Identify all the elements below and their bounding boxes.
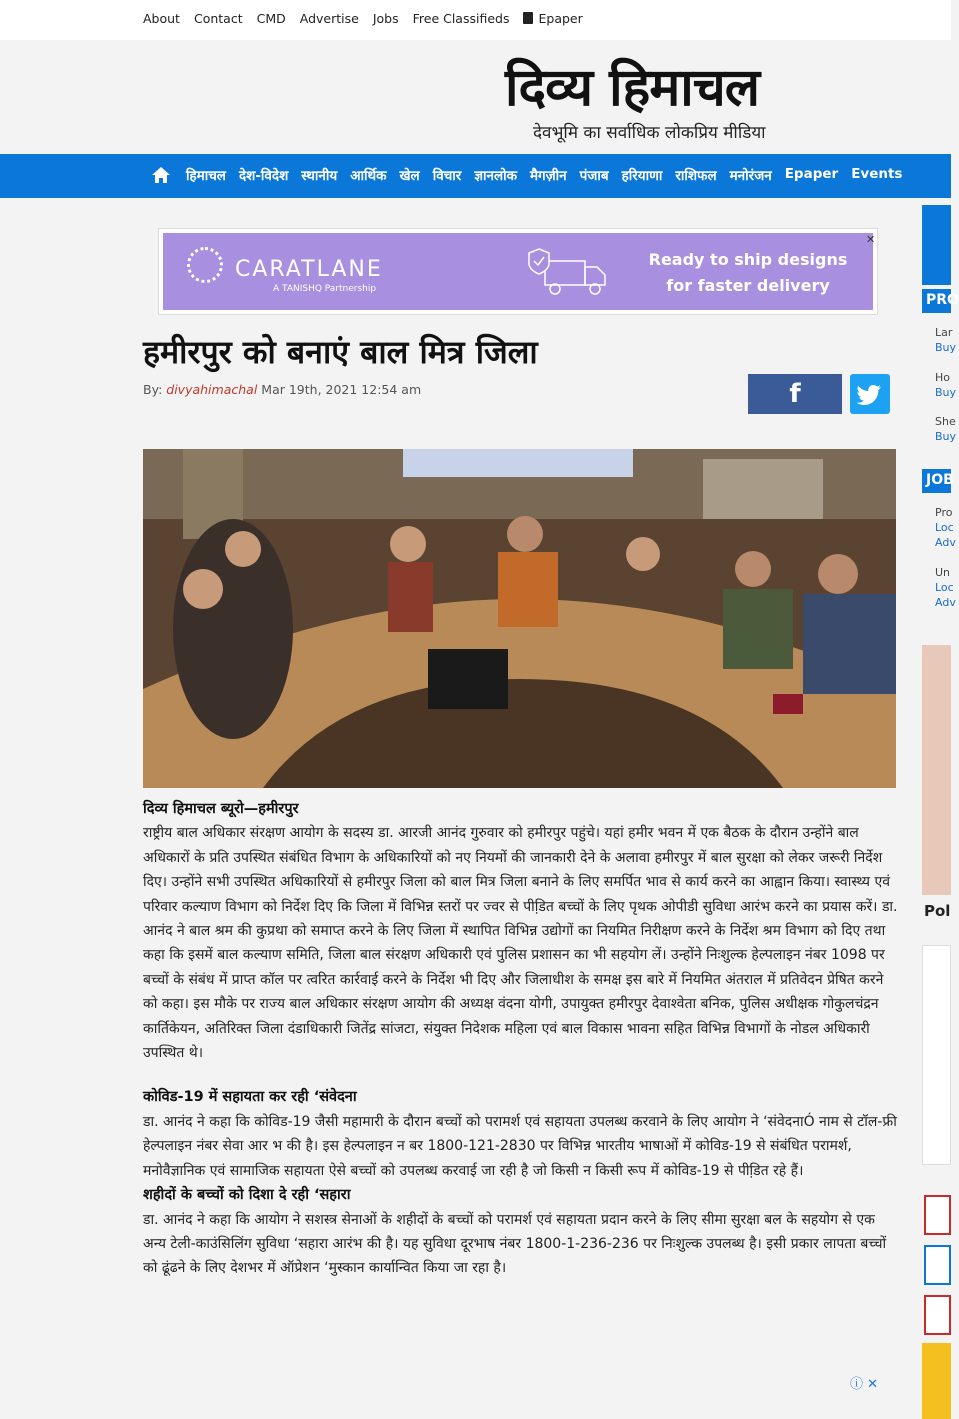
article-paragraph: राष्ट्रीय बाल अधिकार संरक्षण आयोग के सदस्य डा. आरजी आनंद गुरुवार को हमीरपुर पहुंचे। यहां हमीर भवन में एक बैठक के दौरान उन्होंने बाल अधिकारों के प्रति उपस्थित संबंधित विभाग के अधिकारियों को नए नियमों की जानकारी देने के अलावा हमीरपुर में बाल सुरक्षा को लेकर जरूरी निर्देश दिए। उन्होंने सभी उपस्थित अधिकारियों से हमीरपुर जिला को बाल मित्र जिला बनाने के लिए समर्पित भाव से कार्य करने का आह्वान किया। स्वास्थ्य एवं परिवार कल्याण विभाग को निर्देश दिए कि जिला में विभिन्न स्तरों पर ज्वर से पीडि़त बच्चों के लिए पृथक ओपीडी सुविधा आरंभ करने का प्रयास करें। डा. आनंद ने बाल श्रम की कुप्रथा को समाप्त करने के लिए जिला में स्थापित विभिन्न उद्योगों का नियमित निरीक्षण करने के निर्देश श्रम विभाग को दिए तथा कहा कि इसमें बाल कल्याण समिति, जिला बाल संरक्षण अधिकारी एवं पुलिस प्रशासन का भी सहयोग लें। उन्होंने निःशुल्क हेल्पलाइन नंबर 1098 पर बच्चों के संबंध में प्राप्त कॉल पर त्वरित कार्रवाई करने के निर्देश भी दिए और जिलाधीश के समक्ष इस बारे में नियमित अंतराल में प्रतिवेदन प्रेषित करने को कहा। इस मौके पर राज्य बाल अधिकार संरक्षण आयोग की अध्यक्ष वंदना योगी, उपायुक्त हमीरपुर देवाश्वेता बनिक, पुलिस अधीक्षक गोकुलचंद्रन कार्तिकेयन, अतिरिक्त जिला दंडाधिकारी जितेंद्र सांजटा, संयुक्त निदेशक महिला एवं बाल विकास भावना सहित विभिन्न विभागों के नोडल अधिकारी उपस्थित थे। (143, 825, 898, 1062)
sidebar-job[interactable]: Pro Loc Adv (935, 506, 956, 549)
sidebar-section-jobs: JOB (922, 469, 951, 493)
article-headline: हमीरपुर को बनाएं बाल मित्र जिला (143, 333, 538, 371)
sidebar-product[interactable]: Ho Buy (935, 371, 957, 399)
author-link[interactable]: divyahimachal (166, 382, 258, 397)
sidebar-ad-image[interactable] (922, 645, 951, 895)
facebook-icon: f (789, 379, 801, 409)
nav-item-gyanlok[interactable]: ज्ञानलोक (474, 168, 517, 184)
main-nav (0, 154, 951, 198)
nav-item-desh-videsh[interactable]: देश-विदेश (238, 168, 289, 184)
topbar-link-about[interactable]: About (143, 11, 180, 26)
ad-brand: CARATLANE (235, 257, 383, 282)
sidebar-ad-image[interactable] (922, 1343, 951, 1419)
nav-item-himachal[interactable]: हिमाचल (186, 168, 226, 184)
ad-copy: Ready to ship designs for faster delivery (648, 250, 848, 295)
twitter-share-button[interactable] (850, 374, 890, 414)
sidebar-banner (922, 205, 951, 285)
article-paragraph: डा. आनंद ने कहा कि कोविड-19 जैसी महामारी के दौरान बच्चों को परामर्श एवं सहायता उपलब्ध करवाने के लिए आयोग ने ‘संवेदनाÓ नाम से टॉल-फ्री हेल्पलाइन नंबर सेवा आर भ की है। इस हेल्पलाइन न बर 1800-121-2830 पर विभिन्न भारतीय भाषाओं में कोविड-19 से संबंधित परामर्श, मनोवैज्ञानिक एवं सामाजिक सहायता ऐसे बच्चों को उपलब्ध करवाई जा रही है जो किसी न किसी रूप में कोविड-19 से पीडि़त रहे हैं। (143, 1113, 897, 1179)
article-byline (143, 382, 421, 397)
sidebar-poll-box[interactable] (922, 945, 951, 1165)
banner-ad[interactable] (158, 228, 878, 315)
facebook-share-button[interactable] (748, 374, 842, 414)
nav-item-vichar[interactable]: विचार (432, 168, 462, 184)
nav-item-punjab[interactable]: पंजाब (579, 168, 609, 184)
nav-item-haryana[interactable]: हरियाणा (621, 168, 663, 184)
nav-item-events[interactable]: Events (851, 166, 903, 182)
nav-item-epaper[interactable]: Epaper (784, 166, 839, 182)
topbar-link-contact[interactable]: Contact (193, 11, 243, 26)
topbar-link-cmd[interactable]: CMD (256, 11, 286, 26)
masthead (0, 40, 951, 154)
nav-item-manoranjan[interactable]: मनोरंजन (729, 168, 772, 184)
article-body (143, 797, 900, 1281)
delivery-truck-icon (525, 245, 611, 299)
adchoices-icon[interactable]: ⓘ ✕ (850, 1377, 879, 1392)
article-paragraph: डा. आनंद ने कहा कि आयोग ने सशस्त्र सेनाओं के शहीदों के बच्चों को परामर्श एवं सहायता प्रदान करने के लिए सीमा सुरक्षा बल के सहयोग से एक अन्य टेली-काउंसिलिंग सुविधा ‘सहारा आरंभ की है। यह सुविधा दूरभाष नंबर 1800-1-236-236 पर निःशुल्क उपलब्ध है। इसी प्रकार लापता बच्चों को ढूंढने के लिए देशभर में ऑप्रेशन ‘मुस्कान कार्यान्वित किया जा रहा है। (143, 1211, 887, 1277)
ad-subtitle: A TANISHQ Partnership (273, 284, 377, 294)
sidebar-ad-tile[interactable] (924, 1195, 951, 1235)
topbar-link-advertise[interactable]: Advertise (299, 11, 359, 26)
sidebar-job[interactable]: Un Loc Adv (935, 566, 956, 609)
sidebar-product[interactable]: Lar Buy (935, 326, 957, 354)
publish-date: Mar 19th, 2021 12:54 am (261, 382, 422, 397)
caratlane-logo-icon (187, 247, 223, 283)
topbar-link-classifieds[interactable]: Free Classifieds (412, 11, 510, 26)
by-label: By: (143, 382, 163, 397)
sidebar-product[interactable]: She Buy (935, 415, 957, 443)
site-logo[interactable]: दिव्य हिमाचल (505, 57, 760, 118)
ad-close-icon[interactable]: ✕ (866, 233, 876, 246)
newspaper-icon (523, 12, 533, 24)
sidebar-ad-tile[interactable] (924, 1295, 951, 1335)
sidebar-section-products: PRO (922, 289, 951, 313)
top-utility-bar (0, 0, 951, 40)
nav-item-khel[interactable]: खेल (399, 168, 420, 184)
article-subheading: शहीदों के बच्चों को दिशा दे रही ‘सहारा (143, 1187, 351, 1204)
ad-creative[interactable] (163, 233, 873, 310)
twitter-icon (850, 374, 890, 414)
nav-item-rashifal[interactable]: राशिफल (675, 168, 717, 184)
topbar-link-epaper[interactable]: Epaper (523, 11, 582, 26)
nav-item-arthik[interactable]: आर्थिक (350, 168, 387, 184)
right-sidebar (922, 205, 959, 1419)
site-tagline: देवभूमि का सर्वाधिक लोकप्रिय मीडिया (533, 123, 766, 143)
article-photo (143, 449, 896, 788)
meeting-photo-illustration (143, 449, 896, 788)
article-subheading: कोविड-19 में सहायता कर रही ‘संवेदना (143, 1089, 357, 1106)
topbar-link-jobs[interactable]: Jobs (372, 11, 399, 26)
nav-item-magazine[interactable]: मैगज़ीन (529, 168, 567, 184)
sidebar-ad-tile[interactable] (924, 1245, 951, 1285)
article-dateline: दिव्य हिमाचल ब्यूरो—हमीरपुर (143, 801, 299, 817)
sidebar-poll-title: Pol (924, 902, 951, 920)
nav-item-sthaniya[interactable]: स्थानीय (301, 168, 338, 184)
home-icon[interactable] (151, 166, 171, 184)
